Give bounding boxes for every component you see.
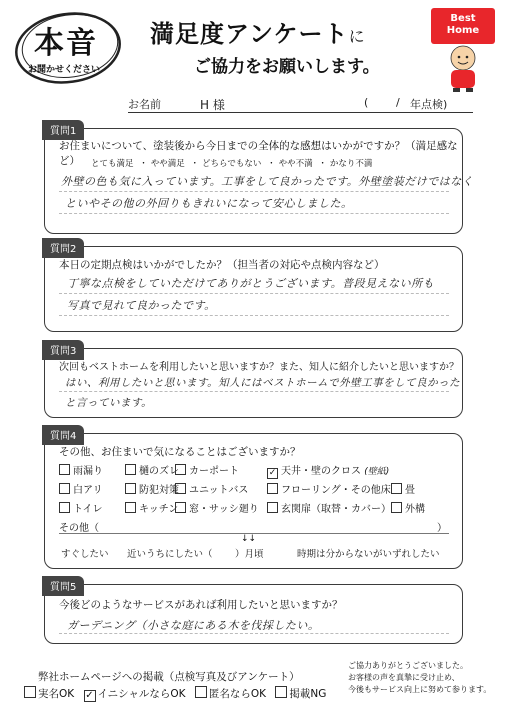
- consent-option[interactable]: 匿名ならOK: [195, 688, 266, 700]
- q4-check-item[interactable]: 窓・サッシ廻り: [175, 500, 259, 515]
- q4-check-item[interactable]: カーポート: [175, 462, 239, 477]
- q4-timing-now[interactable]: すぐしたい: [61, 549, 109, 560]
- badge-main-text: 本音: [34, 26, 98, 61]
- q4-other-label: その他（: [59, 523, 99, 534]
- q1-option: かなり不満: [329, 159, 373, 169]
- q1-option: どちらでもない: [201, 159, 262, 169]
- publication-consent-title: 弊社ホームページへの掲載（点検写真及びアンケート）: [38, 671, 300, 683]
- name-label: お名前: [128, 98, 161, 111]
- q4-check-item[interactable]: 外構: [391, 500, 425, 515]
- q4-check-item[interactable]: 防犯対策: [125, 481, 179, 496]
- consent-option[interactable]: ✓ イニシャルならOK: [85, 688, 186, 701]
- inspection-year-label: 年点検): [410, 98, 448, 111]
- q4-check-item[interactable]: キッチン: [125, 500, 178, 515]
- q4-label: 質問4: [42, 425, 84, 445]
- honne-badge: [10, 6, 128, 86]
- q1-writing-line: [59, 213, 449, 214]
- q3-box: [44, 348, 463, 418]
- logo-text-1: Best: [450, 13, 476, 24]
- q2-writing-line: [59, 293, 449, 294]
- q4-timing-arrows: ↓↓: [241, 534, 257, 544]
- q4-cross-note: (壁紙): [364, 467, 390, 477]
- q4-check-item[interactable]: 玄関扉（取替・カバー）: [267, 500, 391, 515]
- q2-answer-line1: 丁寧な点検をしていただけてありがとうございます。普段見えない所も: [67, 277, 435, 290]
- title-ni: に: [348, 27, 366, 46]
- q5-question: 今後どのようなサービスがあれば利用したいと思いますか？: [59, 599, 343, 611]
- q3-question: 次回もベストホームを利用したいと思いますか？また、知人に紹介したいと思いますか？: [59, 362, 459, 373]
- q1-label: 質問1: [42, 120, 84, 140]
- title-main: 満足度アンケート: [150, 20, 349, 48]
- q2-box: [44, 246, 463, 332]
- q2-writing-line: [59, 315, 449, 316]
- best-home-logo: [431, 8, 495, 92]
- badge-sub-text: お聞かせください: [28, 65, 101, 75]
- q4-timing-month: ）月頃: [235, 549, 264, 560]
- thanks-message: [348, 660, 491, 696]
- q4-check-item[interactable]: ユニットバス: [175, 481, 248, 496]
- q4-timing-someday[interactable]: 時期は分からないがいずれしたい: [297, 549, 440, 560]
- q2-answer-line2: 写真で見れて良かったです。: [67, 299, 216, 312]
- mascot-icon: [431, 42, 495, 92]
- q1-option: やや不満: [278, 159, 313, 169]
- q4-box: [44, 433, 463, 569]
- publication-consent-options: [24, 686, 326, 702]
- customer-name-row: [128, 94, 473, 113]
- thanks-line: ご協力ありがとうございました。: [348, 661, 468, 670]
- q1-answer-line1: 外壁の色も気に入っています。工事をして良かったです。外壁塗装だけではなく: [61, 175, 474, 188]
- q4-check-item[interactable]: 白アリ: [59, 481, 103, 496]
- consent-option[interactable]: 掲載NG: [275, 688, 326, 700]
- logo-badge: [431, 8, 495, 44]
- q4-other-close: ）: [437, 523, 447, 534]
- logo-text-2: Home: [446, 25, 480, 36]
- page-title: [150, 14, 366, 49]
- q1-writing-line: [59, 191, 449, 192]
- q5-writing-line: [59, 633, 449, 634]
- q4-timing-soon[interactable]: 近いうちにしたい（: [127, 549, 213, 560]
- q4-question: その他、お住まいで気になることはございますか？: [59, 446, 301, 458]
- q1-answer-line2: といやその他の外回りもきれいになって安心しました。: [65, 197, 353, 210]
- q5-box: [44, 584, 463, 644]
- thanks-line: お客様の声を真摯に受け止め、: [348, 673, 460, 682]
- q4-check-item[interactable]: トイレ: [59, 500, 103, 515]
- q4-check-item[interactable]: 雨漏り: [59, 462, 103, 477]
- q1-option: やや満足: [150, 159, 185, 169]
- name-slash: /: [396, 96, 400, 109]
- q4-check-item[interactable]: 畳: [391, 481, 415, 496]
- consent-option[interactable]: 実名OK: [24, 688, 74, 700]
- q3-answer-line1: はい、利用したいと思います。知人にはベストホームで外壁工事をして良かった: [65, 377, 461, 389]
- name-paren-open: (: [364, 96, 369, 109]
- q2-label: 質問2: [42, 238, 84, 258]
- thanks-line: 今後もサービス向上に努めて参ります。: [348, 685, 492, 694]
- q1-box: [44, 128, 474, 234]
- q4-check-item[interactable]: ✓ 天井・壁のクロス (壁紙): [268, 466, 390, 478]
- q5-answer-line1: ガーデニング（小さな庭にある木を伐採したい。: [67, 619, 320, 632]
- q5-label: 質問5: [42, 576, 84, 596]
- page-subtitle: ご協力をお願いします。: [194, 57, 380, 77]
- q1-question: お住まいについて、塗装後から今日までの全体的な感想はいかがですか？（満足感など）: [59, 140, 458, 167]
- q4-check-item[interactable]: フローリング・その他床: [267, 481, 391, 496]
- q3-writing-line: [59, 391, 449, 392]
- q1-option: とても満足: [91, 159, 134, 169]
- q1-options: とても満足 ・ やや満足 ・ どちらでもない ・ やや不満 ・ かなり不満: [91, 159, 373, 169]
- q2-question: 本日の定期点検はいかがでしたか？（担当者の対応や点検内容など）: [59, 259, 385, 271]
- name-value: H 様: [200, 98, 225, 112]
- q3-answer-line2: と言っています。: [65, 397, 153, 409]
- q4-check-item[interactable]: 樋のズレ: [125, 462, 179, 477]
- q3-label: 質問3: [42, 340, 84, 360]
